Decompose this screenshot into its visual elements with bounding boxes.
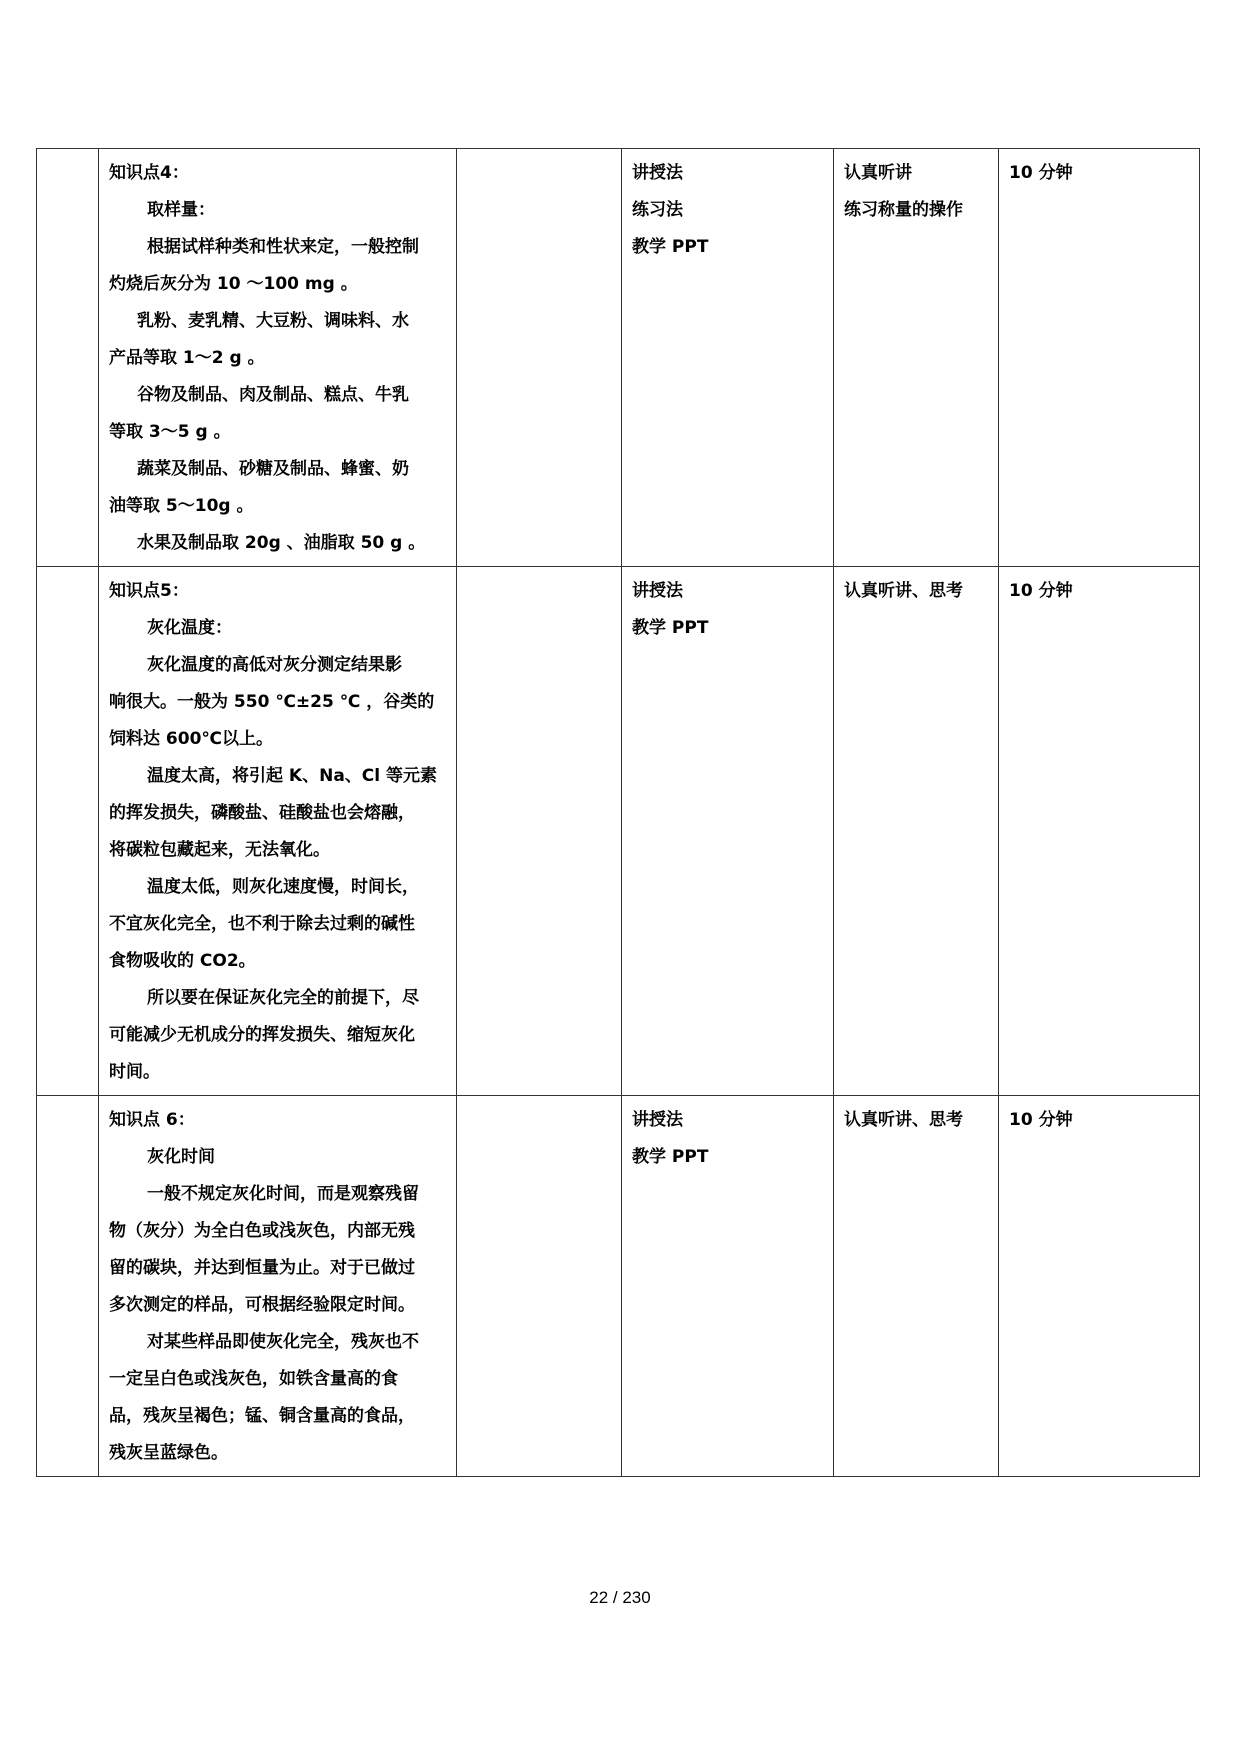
methods-cell-line: 讲授法 — [632, 581, 683, 601]
methods-cell-line: 教学 PPT — [632, 1147, 709, 1167]
empty-cell — [457, 149, 622, 567]
content-cell-line: 灰化温度： — [147, 618, 232, 638]
methods-cell-line: 讲授法 — [632, 1110, 683, 1130]
lesson-plan-table — [36, 148, 1200, 1477]
content-cell-line: 饲料达 600℃以上。 — [109, 729, 273, 749]
methods-cell-line: 教学 PPT — [632, 237, 709, 257]
content-cell-line: 温度太高，将引起 K、Na、Cl 等元素 — [147, 766, 438, 786]
content-cell-line: 的挥发损失，磷酸盐、硅酸盐也会熔融， — [109, 803, 415, 823]
content-cell-line: 一定呈白色或浅灰色，如铁含量高的食 — [109, 1369, 398, 1389]
content-cell-line: 将碳粒包藏起来，无法氧化。 — [109, 840, 330, 860]
page-number: 22 / 230 — [589, 1588, 651, 1607]
content-cell-line: 食物吸收的 CO2。 — [109, 951, 256, 971]
content-cell-line: 水果及制品取 20g 、油脂取 50 g 。 — [137, 533, 426, 553]
content-cell-line: 可能减少无机成分的挥发损失、缩短灰化 — [109, 1025, 415, 1045]
empty-cell — [37, 149, 99, 567]
content-cell — [99, 1096, 457, 1477]
methods-cell-line: 练习法 — [632, 200, 683, 220]
activities-cell-line: 认真听讲 — [844, 163, 912, 183]
time-value: 10 分钟 — [1009, 581, 1073, 601]
time-value: 10 分钟 — [1009, 163, 1073, 183]
empty-cell — [37, 1096, 99, 1477]
content-cell-line: 时间。 — [109, 1062, 160, 1082]
content-cell-line: 油等取 5～10g 。 — [109, 496, 254, 516]
table-row — [37, 1096, 1200, 1477]
content-cell-line: 一般不规定灰化时间，而是观察残留 — [147, 1184, 419, 1204]
content-cell-line: 知识点4： — [109, 163, 189, 183]
table-row — [37, 149, 1200, 567]
empty-cell — [37, 567, 99, 1096]
content-cell — [99, 149, 457, 567]
content-cell-line: 物（灰分）为全白色或浅灰色，内部无残 — [109, 1221, 415, 1241]
activities-cell-line: 练习称量的操作 — [844, 200, 963, 220]
content-cell-line: 知识点5： — [109, 581, 189, 601]
time-value: 10 分钟 — [1009, 1110, 1073, 1130]
activities-cell — [834, 567, 999, 1096]
content-cell-line: 蔬菜及制品、砂糖及制品、蜂蜜、奶 — [137, 459, 409, 479]
content-cell-line: 乳粉、麦乳精、大豆粉、调味料、水 — [137, 311, 409, 331]
content-cell-line: 不宜灰化完全，也不利于除去过剩的碱性 — [109, 914, 415, 934]
content-cell-line: 留的碳块，并达到恒量为止。对于已做过 — [109, 1258, 415, 1278]
content-cell-line: 品，残灰呈褐色；锰、铜含量高的食品， — [109, 1406, 415, 1426]
methods-cell-line: 教学 PPT — [632, 618, 709, 638]
content-cell-line: 谷物及制品、肉及制品、糕点、牛乳 — [137, 385, 409, 405]
content-cell-line: 对某些样品即使灰化完全，残灰也不 — [147, 1332, 419, 1352]
table-row — [37, 567, 1200, 1096]
time-cell — [999, 567, 1200, 1096]
content-cell-line: 等取 3～5 g 。 — [109, 422, 231, 442]
time-cell — [999, 1096, 1200, 1477]
content-cell-line: 产品等取 1～2 g 。 — [109, 348, 265, 368]
content-cell-line: 多次测定的样品，可根据经验限定时间。 — [109, 1295, 415, 1315]
activities-cell-line: 认真听讲、思考 — [844, 581, 963, 601]
methods-cell — [622, 1096, 834, 1477]
content-cell-line: 根据试样种类和性状来定，一般控制 — [147, 237, 419, 257]
methods-cell — [622, 149, 834, 567]
methods-cell-line: 讲授法 — [632, 163, 683, 183]
activities-cell-line: 认真听讲、思考 — [844, 1110, 963, 1130]
content-cell-line: 灰化时间 — [147, 1147, 215, 1167]
content-cell-line: 残灰呈蓝绿色。 — [109, 1443, 228, 1463]
table-body — [37, 149, 1200, 1477]
content-cell-line: 灰化温度的高低对灰分测定结果影 — [147, 655, 402, 675]
content-cell-line: 响很大。一般为 550 ℃±25 ℃ ，谷类的 — [109, 692, 435, 712]
methods-cell — [622, 567, 834, 1096]
content-cell — [99, 567, 457, 1096]
activities-cell — [834, 149, 999, 567]
time-cell — [999, 149, 1200, 567]
empty-cell — [457, 567, 622, 1096]
content-cell-line: 知识点 6： — [109, 1110, 195, 1130]
activities-cell — [834, 1096, 999, 1477]
content-cell-line: 所以要在保证灰化完全的前提下，尽 — [147, 988, 419, 1008]
content-cell-line: 灼烧后灰分为 10 ～100 mg 。 — [109, 274, 358, 294]
empty-cell — [457, 1096, 622, 1477]
content-cell-line: 取样量： — [147, 200, 215, 220]
content-cell-line: 温度太低，则灰化速度慢，时间长， — [147, 877, 419, 897]
